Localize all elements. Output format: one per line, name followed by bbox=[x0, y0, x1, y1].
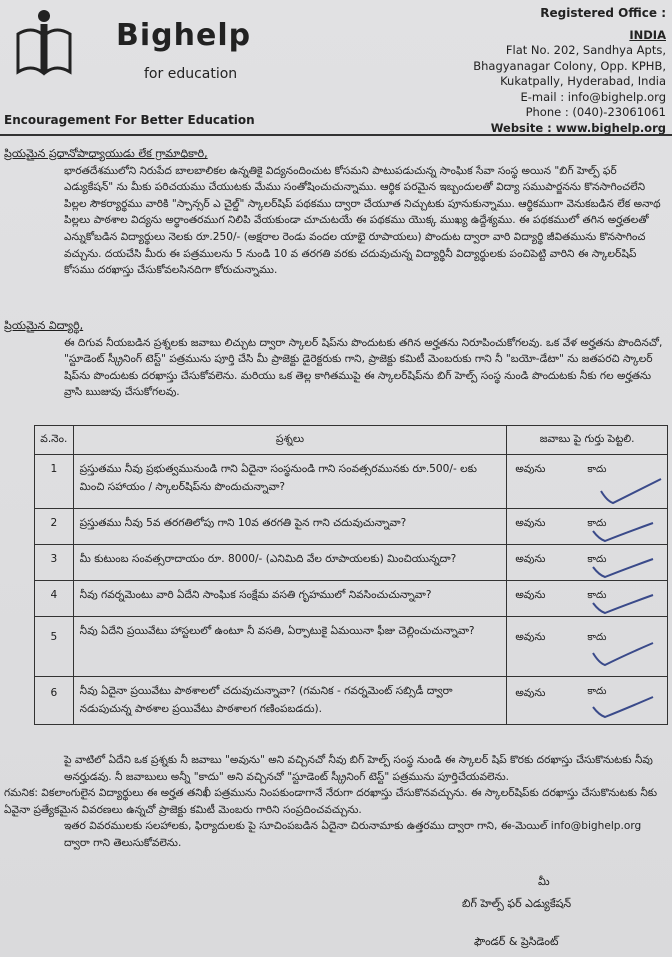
row-number: 6 bbox=[35, 677, 74, 725]
answer-yes-option[interactable]: అవును bbox=[515, 553, 546, 565]
answer-cell bbox=[507, 677, 668, 725]
row-number: 2 bbox=[35, 509, 74, 545]
answer-no-option[interactable]: కాదు bbox=[587, 464, 607, 475]
answer-cell bbox=[507, 509, 668, 545]
eligibility-note: పై వాటిలో ఏదేని ఒక ప్రశ్నకు నీ జవాబు "అవును" అని వచ్చినచో నీవు బిగ్ హెల్ప్ సంస్థ నుండి ఈ స్కాలర్ షిప్ కొరకు దరఖాస్తు చేసుకొనుటకు నీవు అనర్హుడవు. నీ జవాబులు అన్నీ "కాదు" అని వచ్చినచో "స్టూడెంట్ స్క్రీనింగ్ టెస్ట్" పత్రమును పూర్తిచేయవలెను. bbox=[64, 754, 653, 783]
answer-no-option[interactable]: కాదు bbox=[587, 518, 607, 529]
table-row bbox=[35, 581, 668, 617]
office-email: E-mail : info@bighelp.org bbox=[520, 89, 666, 104]
checkmark-icon bbox=[591, 593, 655, 615]
signature-title: ఫౌండర్ & ప్రెసిడెంట్ bbox=[474, 935, 559, 948]
answer-yes-option[interactable]: అవును bbox=[515, 517, 546, 529]
row-number: 4 bbox=[35, 581, 74, 617]
table-row bbox=[35, 509, 668, 545]
answer-no-option[interactable]: కాదు bbox=[587, 590, 607, 601]
answer-yes-option[interactable]: అవును bbox=[515, 589, 546, 601]
question-text: మీ కుటుంబ సంవత్సరాదాయం రూ. 8000/- (ఎనిమిది వేల రూపాయలకు) మించియున్నదా? bbox=[73, 545, 507, 581]
table-row bbox=[35, 545, 668, 581]
checkmark-icon bbox=[591, 521, 655, 543]
answer-yes-option[interactable]: అవును bbox=[515, 631, 546, 643]
salutation-headmaster: ప్రియమైన ప్రధానోపాధ్యాయుడు లేక గ్రామాధికారి, bbox=[4, 147, 208, 160]
answer-cell bbox=[507, 581, 668, 617]
address-line: Bhagyanagar Colony, Opp. KPHB, bbox=[473, 58, 666, 73]
tagline: Encouragement For Better Education bbox=[4, 113, 255, 127]
office-phone: Phone : (040)-23061061 bbox=[525, 105, 666, 119]
footer-text bbox=[4, 752, 668, 852]
answer-no-option[interactable]: కాదు bbox=[587, 686, 607, 697]
student-paragraph: ఈ దిగువ నీయబడిన ప్రశ్నలకు జవాబు లిచ్చుట ద్వారా స్కాలర్ షిప్‌ను పొందుటకు తగిన అర్హతను నిరూపించుకోగలవు. ఒక వేళ అర్హతను పొందినచో, "స్టూడెంట్ స్క్రీనింగ్ టెస్ట్" పత్రమును పూర్తి చేసి మీ ప్రాజెక్టు డైరెక్టరుకు గాని, ప్రాజెక్టు కమిటీ మెంబరుకు గాని నీ "బయో-డేటా" ను జతపరచి స్కాలర్ షిప్‌ను పొందుటకు దరఖాస్తు చేసుకోవలెను. మరియు ఒక తెల్ల కాగితముపై ఈ స్కాలర్‌షిప్‌ను బిగ్ హెల్ప్ సంస్థ నుండి పొందుటకు నీకు గల అర్హతను వ్రాసి ఋజువు చేసుకోగలవు. bbox=[64, 336, 663, 399]
letter-body bbox=[4, 146, 664, 279]
table-row bbox=[35, 677, 668, 725]
address-line: Flat No. 202, Sandhya Apts, bbox=[505, 43, 666, 57]
question-text: నీవు గవర్నమెంటు వారి ఏదేని సాంఘిక సంక్షేమ వసతి గృహములో నివసించుచున్నావా? bbox=[73, 581, 507, 617]
brand-name: Bighelp bbox=[116, 18, 252, 53]
student-section bbox=[4, 318, 664, 401]
checkmark-icon bbox=[599, 477, 663, 505]
answer-yes-option[interactable]: అవును bbox=[515, 687, 546, 699]
column-header-answer: జవాబు పై గుర్తు పెట్టలి. bbox=[507, 426, 668, 455]
table-row bbox=[35, 617, 668, 677]
checkmark-icon bbox=[591, 641, 655, 667]
checkmark-icon bbox=[591, 695, 655, 719]
row-number: 5 bbox=[35, 617, 74, 677]
table-header-row bbox=[35, 426, 668, 455]
question-text: ప్రస్తుతము నీవు ప్రభుత్వమునుండి గాని ఏదైనా సంస్థనుండి గాని సంవత్సరమునకు రూ.500/- లకు మించి సహాయం / స్కాలర్‌షిప్‌ను పొందుచున్నావా? bbox=[73, 455, 507, 509]
row-number: 1 bbox=[35, 455, 74, 509]
column-header-number: వ.నెం. bbox=[35, 426, 74, 455]
office-country: INDIA bbox=[629, 27, 666, 42]
eligibility-table bbox=[34, 425, 668, 725]
question-text: ప్రస్తుతము నీవు 5వ తరగతిలోపు గాని 10వ తరగతి పైన గాని చదువుచున్నావా? bbox=[73, 509, 507, 545]
registered-office-block bbox=[473, 6, 666, 136]
answer-no-option[interactable]: కాదు bbox=[587, 554, 607, 565]
office-title: Registered Office : bbox=[540, 6, 666, 20]
answer-cell bbox=[507, 617, 668, 677]
answer-cell bbox=[507, 455, 668, 509]
salutation-student: ప్రియమైన విద్యార్థి, bbox=[4, 319, 84, 332]
address-line: Kukatpally, Hyderabad, India bbox=[500, 74, 666, 88]
answer-yes-option[interactable]: అవును bbox=[515, 463, 546, 475]
table-row bbox=[35, 455, 668, 509]
header-divider bbox=[0, 134, 672, 136]
answer-cell bbox=[507, 545, 668, 581]
checkmark-icon bbox=[591, 557, 655, 579]
signature-yours: మీ bbox=[538, 875, 550, 888]
brand-subtitle: for education bbox=[144, 66, 238, 82]
question-text: నీవు ఏదేని ప్రయివేటు హాస్టలులో ఉంటూ నీ వసతి, ఏర్పాటుకై ఏమయినా ఫీజు చెల్లించుచున్నావా? bbox=[73, 617, 507, 677]
contact-note: ఇతర వివరములకు సలహాలకు, ఫిర్యాదులకు పై సూచింపబడిన ఏదైనా చిరునామాకు ఉత్తరము ద్వారా గాని, ఈ-మెయిల్ info@bighelp.org ద్వారా గాని తెలుసుకోవలెను. bbox=[64, 820, 642, 849]
intro-paragraph: భారతదేశములోని నిరుపేద బాలబాలికల ఉన్నతికై విద్యనందించుట కోసమని పాటుపడుచున్న సాంఘిక సేవా సంస్థ అయిన "బిగ్ హెల్ప్ ఫర్ ఎడ్యుకేషన్" ను మీకు పరిచయము చేయుటకు మేము సంతోషించుచున్నాము. ఆర్థిక పరమైన ఇబ్బందులతో విద్యా సముపార్జనను కొనసాగించలేని పిల్లల సౌకర్యార్థము వారికి "స్పాన్సర్ ఎ చైల్డ్" స్కాలర్‌షిప్ పథకము ద్వారా చేయూత నిచ్చుటకు పూనుకున్నాము. ఆర్థికముగా వెనుకబడిన లేక అనాథ పిల్లలు పాఠశాల విద్యను అర్థాంతరముగ నిలిపి వేయకుండా చూచుటయే ఈ పథకము యొక్క ముఖ్య ఉద్దేశ్యము. ఈ పథకములో తగిన అర్హతలతో ఎన్నుకోబడిన విద్యార్థులు నెలకు రూ.250/- (అక్షరాల రెండు వందల యాభై రూపాయలు) పొందుట ద్వారా వారి విద్యార్థి జీవితమును కొనసాగించ వచ్చును. దయచేసి మీరు ఈ పత్రములను 5 నుండి 10 వ తరగతి వరకు చదువుచున్న విద్యార్థినీ విద్యార్థులకు పంచిపెట్టి వారిని ఈ స్కాలర్‌షిప్ కోసము దరఖాస్తు చేసుకోవలసినదిగా కోరుచున్నాము. bbox=[64, 164, 661, 277]
column-header-question: ప్రశ్నలు bbox=[73, 426, 507, 455]
bighelp-logo-icon bbox=[14, 8, 74, 78]
office-website: Website : www.bighelp.org bbox=[490, 120, 666, 135]
answer-no-option[interactable]: కాదు bbox=[587, 632, 607, 643]
signature-organization: బిగ్ హెల్ప్ ఫర్ ఎడ్యుకేషన్ bbox=[462, 897, 572, 910]
special-note: గమనిక: వికలాంగులైన విద్యార్థులు ఈ అర్హత తనిఖీ పత్రమును నింపకుండాగానే నేరుగా దరఖాస్తు చేసుకొనవచ్చును. ఈ స్కాలర్‌షిప్‌కు దరఖాస్తు చేసుకొనుటకు నీకు ఏవైనా ప్రత్యేకమైన వివరణలు ఉన్నచో ప్రాజెక్టు కమిటీ మెంబరు గారిని సంప్రదించవచ్చును. bbox=[4, 787, 657, 816]
row-number: 3 bbox=[35, 545, 74, 581]
question-text: నీవు ఏదైనా ప్రయివేటు పాఠశాలలో చదువుచున్నావా? (గమనిక - గవర్నమెంట్ సబ్సిడీ ద్వారా నడుపుచున్న పాఠశాల ప్రయివేటు పాఠశాలగ గణింపబడదు). bbox=[73, 677, 507, 725]
